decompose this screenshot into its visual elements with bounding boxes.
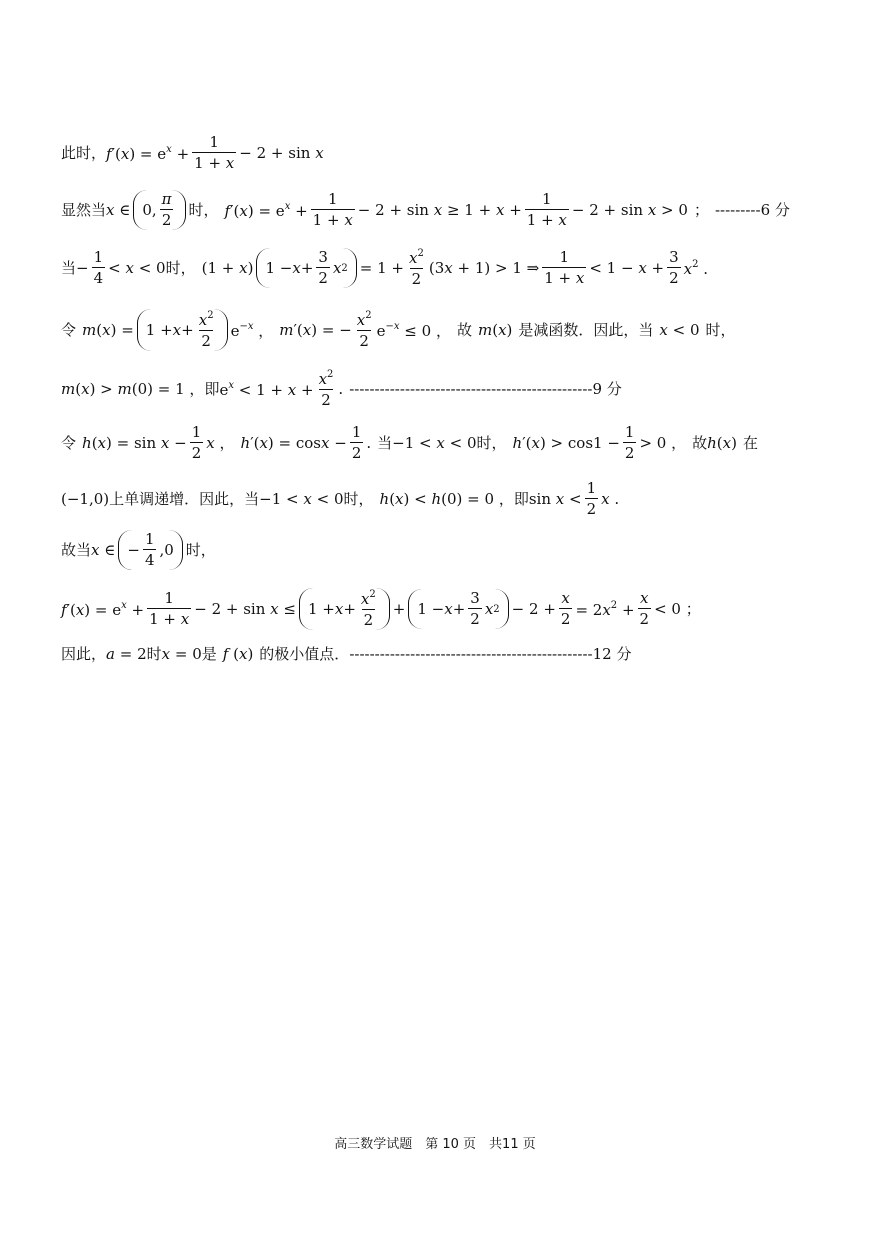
fraction: $\frac{x}{2}$ bbox=[560, 589, 571, 628]
fraction: $\frac{x^2}{2}$ bbox=[356, 310, 372, 350]
line-6-tail: 在 bbox=[742, 433, 758, 452]
line-7-mid2: 即 bbox=[513, 489, 529, 508]
paren-group: 1 − x + $\frac{3}{2}$ x 2 bbox=[408, 589, 508, 629]
score-6: ---------6 分 bbox=[714, 200, 790, 219]
line-2-lead: 显然当 bbox=[61, 200, 107, 219]
math-expr: $e^x < 1 + x$ + bbox=[219, 379, 314, 399]
math-expr: $x^2$ . bbox=[683, 258, 709, 278]
fraction: $\frac{1}{2}$ bbox=[351, 423, 362, 462]
line-1 bbox=[61, 135, 830, 171]
paren-group: 1 + x + $\frac{x^2}{2}$ bbox=[299, 588, 390, 630]
math-expr: − bbox=[76, 258, 89, 277]
line-7-mid: 时， bbox=[343, 489, 374, 508]
math-expr: . bbox=[366, 433, 372, 452]
math-expr: < 1 − x + bbox=[589, 258, 665, 277]
math-expr: m′(x) = − bbox=[279, 320, 352, 339]
line-4 bbox=[61, 309, 830, 351]
line-8 bbox=[61, 530, 830, 570]
line-10 bbox=[61, 646, 830, 663]
line-4-mid2: 是减函数．因此，当 bbox=[518, 320, 654, 339]
math-expr: < x < 0 bbox=[108, 258, 166, 277]
math-expr: > 0 ， bbox=[639, 433, 687, 452]
line-10-lead: 因此， bbox=[61, 645, 107, 663]
math-expr: + bbox=[392, 599, 406, 618]
math-expr: x . bbox=[601, 489, 620, 508]
score-9: ------------------------------------------------9 分 bbox=[349, 379, 622, 398]
math-expr: sin x < bbox=[528, 489, 582, 508]
math-expr: (3x + 1) > 1 ⇒ bbox=[428, 258, 540, 277]
fraction: $\frac{1}{2}$ bbox=[191, 423, 202, 462]
fraction: $\frac{1}{1 + x}$ bbox=[194, 133, 235, 172]
line-10-tail: 的极小值点． bbox=[259, 645, 350, 663]
math-expr: m(x) > m(0) = 1 ， bbox=[61, 379, 205, 398]
line-3-lead: 当 bbox=[61, 258, 77, 277]
math-expr: a = 2 bbox=[106, 645, 147, 663]
fraction: $\frac{x}{2}$ bbox=[639, 589, 650, 628]
math-expr: $f'(x) = e^x$ + bbox=[224, 200, 308, 220]
math-expr: $e^{-x} \le 0$ ， bbox=[376, 320, 451, 340]
math-expr: − 2 + sin x ≤ bbox=[194, 599, 296, 618]
line-10-mid2: 是 bbox=[201, 645, 217, 663]
fraction: $\frac{x^2}{2}$ bbox=[318, 369, 334, 409]
line-4-tail: 时， bbox=[705, 320, 736, 339]
line-4-mid: 故 bbox=[456, 320, 472, 339]
math-expr: h(x) bbox=[707, 433, 737, 452]
line-4-lead: 令 bbox=[61, 320, 77, 339]
math-expr: −1 < x < 0 bbox=[392, 433, 477, 452]
math-fprime: $f'(x) = e^x$ + bbox=[106, 143, 190, 163]
fraction: $\frac{3}{2}$ bbox=[669, 248, 679, 287]
math-expr: m(x) bbox=[477, 320, 513, 339]
line-3 bbox=[61, 248, 830, 288]
line-6-mid2: 时， bbox=[476, 433, 507, 452]
math-expr: $f'(x) = e^x$ + bbox=[61, 599, 145, 619]
fraction: $\frac{1}{1 + x}$ bbox=[312, 190, 353, 229]
paren-group: 1 − x + $\frac{3}{2}$ x 2 bbox=[256, 248, 356, 288]
line-9 bbox=[61, 588, 830, 630]
fraction: $\frac{1}{1 + x}$ bbox=[149, 589, 190, 628]
math-expr: − 2 + sin x bbox=[239, 143, 324, 162]
fraction: $\frac{1}{1 + x}$ bbox=[526, 190, 567, 229]
line-5 bbox=[61, 370, 830, 408]
math-expr: h′(x) > cos1 − bbox=[512, 433, 620, 452]
line-6-lead: 令 bbox=[61, 433, 77, 452]
line-8-tail: 时， bbox=[185, 540, 216, 559]
line-6-mid: 当 bbox=[377, 433, 393, 452]
line-2-when: 时， bbox=[188, 200, 219, 219]
line-2 bbox=[61, 190, 830, 230]
math-expr: h(x) < h(0) = 0 ， bbox=[379, 489, 514, 508]
fraction: $\frac{1}{2}$ bbox=[624, 423, 635, 462]
line-8-lead: 故当 bbox=[61, 540, 92, 559]
math-expr: (−1,0) bbox=[61, 489, 110, 508]
math-expr: x < 0 bbox=[659, 320, 700, 339]
line-3-when: 时， bbox=[165, 258, 196, 277]
interval: 0, $\frac{\pi}{2}$ bbox=[133, 190, 185, 230]
math-expr: m(x) = bbox=[82, 320, 134, 339]
line-5-lead: 即 bbox=[204, 379, 220, 398]
score-12: ------------------------------------------------12 分 bbox=[349, 645, 632, 663]
paren-group: 1 + x + $\frac{x^2}{2}$ bbox=[137, 309, 228, 351]
fraction: $\frac{x^2}{2}$ bbox=[409, 248, 424, 288]
math-expr: − 2 + bbox=[511, 599, 556, 618]
line-1-lead: 此时， bbox=[61, 143, 107, 162]
math-expr: (1 + x) bbox=[201, 258, 254, 277]
page-footer: 高三数学试题 第 10 页 共11 页 bbox=[334, 1137, 536, 1152]
line-6-mid3: 故 bbox=[692, 433, 708, 452]
line-2-tail: ； bbox=[693, 200, 709, 219]
math-expr: h′(x) = cosx − bbox=[240, 433, 347, 452]
math-expr: h(x) = sin x − bbox=[82, 433, 187, 452]
math-expr: = $2x^2$ + bbox=[575, 599, 635, 619]
math-expr: < 0 ； bbox=[654, 599, 701, 618]
math-expr: − 2 + sin x > 0 bbox=[571, 200, 688, 219]
math-expr: = 1 + bbox=[359, 258, 404, 277]
math-expr: x ∈ bbox=[106, 200, 131, 219]
math-expr: $e^{-x}$ ， bbox=[230, 320, 274, 340]
math-expr: x ， bbox=[206, 433, 235, 452]
fraction: $\frac{1}{4}$ bbox=[93, 248, 104, 287]
interval: − $\frac{1}{4}$ ,0 bbox=[118, 530, 182, 570]
line-10-mid: 时 bbox=[146, 645, 162, 663]
math-expr: x ∈ bbox=[91, 540, 116, 559]
math-expr: f (x) bbox=[222, 645, 254, 663]
line-7-lead: 上单调递增．因此，当 bbox=[109, 489, 260, 508]
line-7 bbox=[61, 481, 830, 517]
math-expr: − 2 + sin x ≥ 1 + x + bbox=[357, 200, 522, 219]
fraction: $\frac{1}{1 + x}$ bbox=[544, 248, 585, 287]
math-expr: . bbox=[338, 379, 344, 398]
math-expr: −1 < x < 0 bbox=[259, 489, 344, 508]
math-expr: x = 0 bbox=[161, 645, 202, 663]
line-6 bbox=[61, 425, 830, 461]
fraction: $\frac{1}{2}$ bbox=[586, 479, 597, 518]
